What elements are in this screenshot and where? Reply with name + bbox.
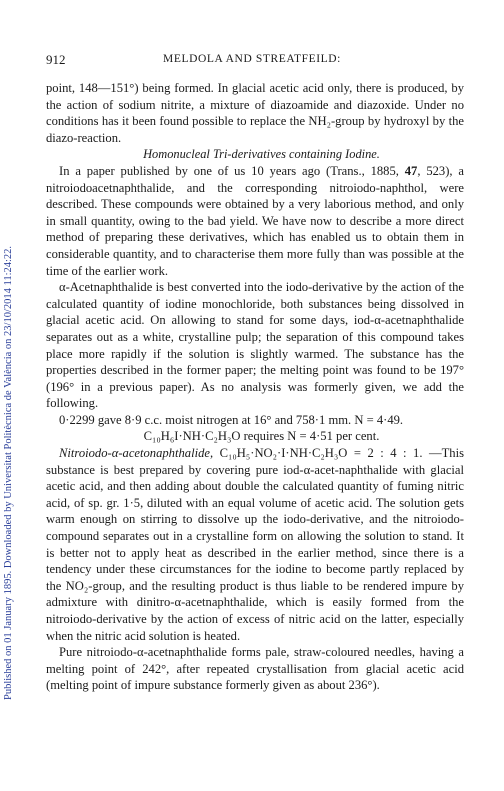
nitration-text: —This substance is best prepared by covering pure iod-α-acet-naphthalide with glacial acetic acid, and then adding about double the calculated quantity of fuming nitric acid, of sp. gr. 1·5, diluted with an equal volume of acetic acid. The solution gets warm enough on stirring to dissolve up the iodo-derivative, and the nitroiodo-compound separates out in a crystalline form on allowing the solution to stand. It is better not to apply heat as described in the earlier method, since there is a tendency under these circumstances for the iodine to become partly replaced by the NO₂-group, and the resulting product is thus liable to be rendered impure by admixture with dinitro-α-acetnaphthalide, which is easily formed from the nitroiodo-derivative by the action of excess of nitric acid on the latter, especially when the nitric acid solution is heated. [46, 446, 464, 643]
intro-text-b: , 523), a nitroiodoacetnaphthalide, and the corresponding nitroiodo-naphthol, were described. These compounds were obtained by a very laborious method, and only in small quantity, owing to the bad yield. We have now to describe a more direct method of preparing these derivatives, which has enabled us to obtain them in considerable quantity, and to characterise them more fully than was possible at the time of the earlier work. [46, 163, 464, 278]
compound-name: Nitroiodo-α-acetonaphthalide, [59, 446, 214, 461]
running-head: MELDOLA AND STREATFEILD: [163, 53, 341, 65]
download-notice [2, 60, 14, 700]
download-notice-text: Published on 01 January 1895. Downloaded by Universitat Politècnica de València on 23/10/2014 11:24:22. [3, 245, 14, 700]
section-heading: Homonucleal Tri-derivatives containing Iodine. [143, 147, 380, 162]
page-number: 912 [46, 52, 66, 67]
compound-formula: C₁₀H₅·NO₂·I·NH·C₂H₃O = 2 : 4 : 1. [213, 446, 423, 461]
volume-number: 47 [404, 163, 418, 178]
paragraph-iodination: α-Acetnaphthalide is best converted into the iodo-derivative by the action of the calculated quantity of iodine monochloride, both substances being dissolved in glacial acetic acid. On allowing to stand for some days, iod-α-acetnaphthalide separates out as a white, crystalline pulp; the separation of this compound takes place more rapidly if the solution is slightly warmed. The substance has the properties described in the former paper; the melting point was found to be 197° (196° in a previous paper). As no analysis was formerly given, we add the following. [46, 280, 464, 411]
paragraph-properties: Pure nitroiodo-α-acetnaphthalide forms pale, straw-coloured needles, having a melting point of 242°, after repeated crystallisation from glacial acetic acid (melting point of impure substance formerly given as about 236°). [46, 645, 464, 693]
analysis-result: 0·2299 gave 8·9 c.c. moist nitrogen at 16° and 758·1 mm. N = 4·49. [59, 412, 404, 427]
paragraph-nitration [46, 445, 464, 644]
article-body [46, 80, 464, 694]
intro-text-a: In a paper published by one of us 10 years ago (Trans., 1885, [59, 163, 405, 178]
paragraph-continuation: point, 148—151°) being formed. In glacial acetic acid only, there is produced, by the action of sodium nitrite, a mixture of diazoamide and diazoxide. Under no conditions has it been found possible to replace the NH₂-group by hydroxyl by the diazo-reaction. [46, 81, 464, 145]
paragraph-intro [46, 163, 464, 279]
analysis-requirement: C₁₀H₆I·NH·C₂H₃O requires N = 4·51 per cent. [143, 429, 380, 444]
